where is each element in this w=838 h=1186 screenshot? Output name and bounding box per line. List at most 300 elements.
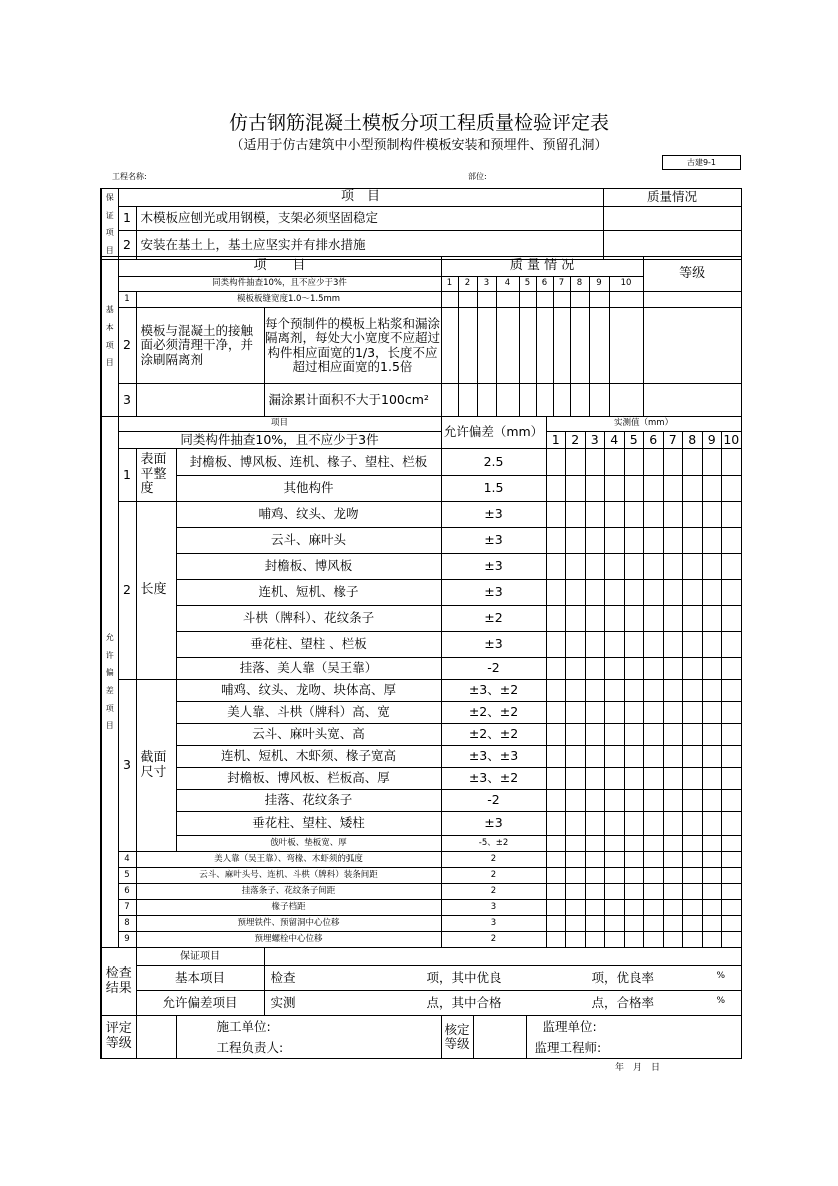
measured-cell[interactable] (546, 900, 566, 916)
measured-cell[interactable] (644, 746, 664, 768)
measured-cell[interactable] (605, 916, 625, 932)
measured-cell[interactable] (585, 768, 605, 790)
measured-cell[interactable] (702, 658, 722, 680)
measured-cell[interactable] (605, 606, 625, 632)
measured-cell[interactable] (663, 768, 683, 790)
measured-cell[interactable] (566, 702, 586, 724)
measured-cell[interactable] (605, 724, 625, 746)
measured-cell[interactable] (546, 702, 566, 724)
check-cell[interactable] (553, 384, 570, 417)
measured-cell[interactable] (546, 724, 566, 746)
measured-cell[interactable] (683, 836, 703, 852)
basic-result[interactable] (264, 966, 741, 991)
measured-cell[interactable] (722, 836, 742, 852)
measured-cell[interactable] (605, 680, 625, 702)
measured-cell[interactable] (546, 680, 566, 702)
grade-cell[interactable] (643, 292, 741, 308)
measured-cell[interactable] (683, 580, 703, 606)
measured-cell[interactable] (663, 724, 683, 746)
measured-cell[interactable] (702, 868, 722, 884)
measured-cell[interactable] (644, 884, 664, 900)
measured-cell[interactable] (663, 884, 683, 900)
measured-cell[interactable] (566, 900, 586, 916)
item-text: 连机、短机、椽子 (176, 580, 441, 606)
check-cell[interactable] (496, 384, 519, 417)
measured-cell[interactable] (722, 632, 742, 658)
measured-cell[interactable] (722, 900, 742, 916)
measured-cell[interactable] (566, 554, 586, 580)
measured-cell[interactable] (644, 900, 664, 916)
basic-section (100, 256, 742, 417)
measured-cell[interactable] (722, 606, 742, 632)
item-text: 挂落条子、花纹条子间距 (136, 884, 441, 900)
measured-cell[interactable] (546, 768, 566, 790)
check-cell[interactable] (589, 308, 609, 384)
measured-cell[interactable] (702, 632, 722, 658)
measured-cell[interactable] (722, 449, 742, 476)
measured-cell[interactable] (605, 449, 625, 476)
measured-cell[interactable] (683, 632, 703, 658)
check-cell[interactable] (609, 384, 643, 417)
measured-cell[interactable] (722, 580, 742, 606)
measured-cell[interactable] (546, 476, 566, 502)
measured-cell[interactable] (605, 900, 625, 916)
measured-cell[interactable] (663, 580, 683, 606)
measured-cell[interactable] (605, 852, 625, 868)
grade-cell[interactable] (643, 308, 741, 384)
measured-cell[interactable] (722, 476, 742, 502)
check-cell[interactable] (441, 308, 458, 384)
measured-cell[interactable] (663, 746, 683, 768)
row-num: 1 (118, 449, 136, 502)
measured-cell[interactable] (683, 702, 703, 724)
measured-cell[interactable] (702, 768, 722, 790)
table-row (101, 632, 741, 658)
measured-cell[interactable] (663, 932, 683, 948)
measured-cell[interactable] (702, 554, 722, 580)
measured-cell[interactable] (644, 812, 664, 836)
measured-cell[interactable] (585, 746, 605, 768)
measured-cell[interactable] (644, 836, 664, 852)
measured-cell[interactable] (683, 528, 703, 554)
measured-cell[interactable] (566, 884, 586, 900)
guarantee-side-label: 保证项目 (101, 189, 118, 260)
row-num: 7 (118, 900, 136, 916)
table-row (101, 724, 741, 746)
sampling-rule: 同类构件抽查10%，且不应少于3件 (118, 432, 441, 449)
tolerance-value: ±2、±2 (441, 702, 546, 724)
measured-cell[interactable] (624, 812, 644, 836)
measured-cell[interactable] (624, 502, 644, 528)
measured-cell[interactable] (605, 476, 625, 502)
check-cell[interactable] (477, 308, 496, 384)
table-row (101, 449, 741, 476)
measured-cell[interactable] (683, 868, 703, 884)
measured-cell[interactable] (683, 476, 703, 502)
measured-cell[interactable] (722, 790, 742, 812)
measured-cell[interactable] (624, 790, 644, 812)
check-cell[interactable] (519, 308, 536, 384)
check-cell[interactable] (458, 384, 477, 417)
grade-cell[interactable] (136, 1016, 176, 1059)
check-cell[interactable] (589, 292, 609, 308)
measured-cell[interactable] (624, 658, 644, 680)
measured-cell[interactable] (722, 724, 742, 746)
measured-cell[interactable] (605, 884, 625, 900)
measured-cell[interactable] (663, 790, 683, 812)
measured-cell[interactable] (663, 836, 683, 852)
measured-cell[interactable] (702, 476, 722, 502)
measured-cell[interactable] (585, 932, 605, 948)
measured-cell[interactable] (644, 932, 664, 948)
measured-cell[interactable] (585, 916, 605, 932)
check-cell[interactable] (553, 292, 570, 308)
measured-cell[interactable] (546, 658, 566, 680)
measured-cell[interactable] (624, 632, 644, 658)
measured-cell[interactable] (585, 852, 605, 868)
evaluation-label: 评定等级 (101, 1016, 136, 1059)
measured-cell[interactable] (546, 916, 566, 932)
measured-cell[interactable] (722, 680, 742, 702)
measured-cell[interactable] (644, 476, 664, 502)
measured-cell[interactable] (644, 724, 664, 746)
measured-cell[interactable] (722, 884, 742, 900)
measured-cell[interactable] (566, 449, 586, 476)
measured-cell[interactable] (644, 606, 664, 632)
measured-cell[interactable] (605, 868, 625, 884)
measured-cell[interactable] (624, 702, 644, 724)
measured-cell[interactable] (605, 632, 625, 658)
header-quality: 质量情况 (603, 189, 741, 207)
measured-cell[interactable] (663, 916, 683, 932)
measured-cell[interactable] (624, 868, 644, 884)
measured-cell[interactable] (722, 554, 742, 580)
measured-cell[interactable] (663, 606, 683, 632)
measured-cell[interactable] (566, 916, 586, 932)
measured-cell[interactable] (585, 449, 605, 476)
measured-cell[interactable] (702, 884, 722, 900)
measured-cell[interactable] (566, 606, 586, 632)
measured-cell[interactable] (546, 632, 566, 658)
measured-cell[interactable] (566, 932, 586, 948)
measured-cell[interactable] (683, 746, 703, 768)
quality-cell[interactable] (603, 206, 741, 230)
measured-cell[interactable] (644, 502, 664, 528)
measured-cell[interactable] (624, 768, 644, 790)
measured-cell[interactable] (585, 836, 605, 852)
measured-cell[interactable] (644, 528, 664, 554)
measured-cell[interactable] (702, 916, 722, 932)
measured-cell[interactable] (702, 932, 722, 948)
measured-cell[interactable] (663, 658, 683, 680)
measured-cell[interactable] (605, 554, 625, 580)
measured-cell[interactable] (683, 932, 703, 948)
measured-cell[interactable] (585, 606, 605, 632)
measured-cell[interactable] (546, 868, 566, 884)
measured-cell[interactable] (663, 868, 683, 884)
basic-item-standard: 漏涂累计面积不大于100cm² (264, 384, 441, 417)
measured-cell[interactable] (722, 502, 742, 528)
measured-cell[interactable] (644, 449, 664, 476)
form-code: 古建9-1 (662, 155, 741, 170)
measured-cell[interactable] (683, 916, 703, 932)
measured-cell[interactable] (566, 768, 586, 790)
measured-cell[interactable] (605, 658, 625, 680)
measured-cell[interactable] (546, 836, 566, 852)
measured-cell[interactable] (644, 680, 664, 702)
measured-cell[interactable] (585, 812, 605, 836)
check-cell[interactable] (536, 308, 553, 384)
measured-cell[interactable] (663, 502, 683, 528)
measured-cell[interactable] (624, 554, 644, 580)
measured-cell[interactable] (546, 554, 566, 580)
measured-cell[interactable] (683, 724, 703, 746)
measured-cell[interactable] (644, 554, 664, 580)
measured-cell[interactable] (624, 916, 644, 932)
measured-cell[interactable] (566, 852, 586, 868)
measured-cell[interactable] (585, 554, 605, 580)
measured-cell[interactable] (683, 554, 703, 580)
measured-cell[interactable] (644, 916, 664, 932)
check-cell[interactable] (496, 308, 519, 384)
measured-cell[interactable] (585, 632, 605, 658)
measured-cell[interactable] (683, 658, 703, 680)
measured-cell[interactable] (546, 746, 566, 768)
measured-cell[interactable] (702, 606, 722, 632)
measured-cell[interactable] (644, 702, 664, 724)
measured-cell[interactable] (546, 502, 566, 528)
measured-cell[interactable] (722, 702, 742, 724)
tol-result[interactable] (264, 991, 741, 1016)
measured-cell[interactable] (722, 658, 742, 680)
check-cell[interactable] (519, 384, 536, 417)
measured-cell[interactable] (702, 900, 722, 916)
text: 项，其中优良 (426, 970, 502, 985)
col-number: 4 (605, 432, 625, 449)
measured-cell[interactable] (546, 790, 566, 812)
guarantee-result[interactable] (264, 948, 741, 966)
measured-cell[interactable] (663, 554, 683, 580)
measured-cell[interactable] (722, 852, 742, 868)
measured-cell[interactable] (605, 528, 625, 554)
measured-cell[interactable] (566, 580, 586, 606)
measured-cell[interactable] (585, 702, 605, 724)
measured-cell[interactable] (624, 836, 644, 852)
measured-cell[interactable] (683, 449, 703, 476)
measured-cell[interactable] (546, 812, 566, 836)
measured-cell[interactable] (624, 746, 644, 768)
measured-cell[interactable] (702, 680, 722, 702)
measured-cell[interactable] (683, 790, 703, 812)
measured-cell[interactable] (605, 932, 625, 948)
measured-cell[interactable] (644, 790, 664, 812)
measured-cell[interactable] (624, 884, 644, 900)
measured-cell[interactable] (644, 658, 664, 680)
check-cell[interactable] (441, 292, 458, 308)
measured-cell[interactable] (566, 836, 586, 852)
check-cell[interactable] (589, 384, 609, 417)
measured-cell[interactable] (722, 812, 742, 836)
measured-cell[interactable] (546, 932, 566, 948)
measured-cell[interactable] (663, 476, 683, 502)
measured-cell[interactable] (702, 702, 722, 724)
measured-cell[interactable] (663, 680, 683, 702)
measured-cell[interactable] (683, 900, 703, 916)
measured-cell[interactable] (722, 868, 742, 884)
check-cell[interactable] (441, 384, 458, 417)
check-cell[interactable] (609, 308, 643, 384)
measured-cell[interactable] (585, 680, 605, 702)
measured-cell[interactable] (546, 606, 566, 632)
measured-cell[interactable] (566, 658, 586, 680)
measured-cell[interactable] (683, 606, 703, 632)
measured-cell[interactable] (605, 580, 625, 606)
measured-cell[interactable] (605, 702, 625, 724)
verify-cell[interactable] (473, 1016, 526, 1059)
measured-cell[interactable] (702, 746, 722, 768)
col-number: 2 (566, 432, 586, 449)
measured-cell[interactable] (722, 528, 742, 554)
measured-cell[interactable] (702, 528, 722, 554)
measured-cell[interactable] (585, 868, 605, 884)
item-text: 垂花柱、望柱 、栏板 (176, 632, 441, 658)
measured-cell[interactable] (644, 768, 664, 790)
measured-cell[interactable] (546, 852, 566, 868)
measured-cell[interactable] (605, 768, 625, 790)
check-cell[interactable] (458, 292, 477, 308)
row-num: 4 (118, 852, 136, 868)
measured-cell[interactable] (722, 916, 742, 932)
measured-cell[interactable] (585, 790, 605, 812)
tolerance-section (100, 416, 742, 948)
check-cell[interactable] (477, 384, 496, 417)
check-cell[interactable] (496, 292, 519, 308)
measured-cell[interactable] (546, 580, 566, 606)
measured-cell[interactable] (644, 580, 664, 606)
measured-cell[interactable] (624, 449, 644, 476)
measured-cell[interactable] (644, 632, 664, 658)
check-cell[interactable] (553, 308, 570, 384)
check-cell[interactable] (570, 292, 589, 308)
measured-cell[interactable] (702, 790, 722, 812)
measured-cell[interactable] (624, 724, 644, 746)
measured-cell[interactable] (722, 746, 742, 768)
check-cell[interactable] (536, 292, 553, 308)
measured-cell[interactable] (605, 812, 625, 836)
measured-cell[interactable] (566, 476, 586, 502)
measured-cell[interactable] (702, 836, 722, 852)
measured-cell[interactable] (566, 528, 586, 554)
item-text: 封檐板、博风板、连机、椽子、望柱、栏板 (176, 449, 441, 476)
measured-cell[interactable] (683, 680, 703, 702)
measured-cell[interactable] (605, 502, 625, 528)
check-cell[interactable] (609, 292, 643, 308)
tolerance-value: 2 (441, 884, 546, 900)
item-text: 封檐板、博风板、栏板高、厚 (176, 768, 441, 790)
measured-cell[interactable] (663, 528, 683, 554)
measured-cell[interactable] (624, 528, 644, 554)
measured-cell[interactable] (605, 836, 625, 852)
measured-cell[interactable] (605, 790, 625, 812)
measured-cell[interactable] (585, 658, 605, 680)
measured-cell[interactable] (585, 884, 605, 900)
table-row (101, 900, 741, 916)
measured-cell[interactable] (663, 852, 683, 868)
check-cell[interactable] (570, 384, 589, 417)
measured-cell[interactable] (702, 580, 722, 606)
measured-cell[interactable] (566, 868, 586, 884)
measured-cell[interactable] (566, 746, 586, 768)
measured-cell[interactable] (702, 812, 722, 836)
tolerance-value: 2.5 (441, 449, 546, 476)
measured-cell[interactable] (663, 812, 683, 836)
measured-cell[interactable] (702, 852, 722, 868)
check-cell[interactable] (477, 292, 496, 308)
measured-cell[interactable] (585, 528, 605, 554)
check-cell[interactable] (519, 292, 536, 308)
measured-cell[interactable] (722, 768, 742, 790)
measured-cell[interactable] (663, 449, 683, 476)
measured-cell[interactable] (722, 932, 742, 948)
measured-cell[interactable] (663, 900, 683, 916)
measured-cell[interactable] (624, 680, 644, 702)
measured-cell[interactable] (566, 680, 586, 702)
text: % (716, 996, 726, 1006)
measured-cell[interactable] (624, 852, 644, 868)
measured-cell[interactable] (585, 502, 605, 528)
measured-cell[interactable] (585, 900, 605, 916)
measured-cell[interactable] (644, 852, 664, 868)
col-number: 9 (589, 277, 609, 292)
measured-cell[interactable] (624, 900, 644, 916)
measured-cell[interactable] (702, 724, 722, 746)
measured-cell[interactable] (566, 790, 586, 812)
check-cell[interactable] (570, 308, 589, 384)
measured-cell[interactable] (546, 884, 566, 900)
col-number: 3 (477, 277, 496, 292)
measured-cell[interactable] (546, 449, 566, 476)
measured-cell[interactable] (585, 724, 605, 746)
measured-cell[interactable] (683, 768, 703, 790)
measured-cell[interactable] (566, 724, 586, 746)
measured-cell[interactable] (566, 812, 586, 836)
measured-cell[interactable] (566, 632, 586, 658)
measured-cell[interactable] (624, 580, 644, 606)
measured-cell[interactable] (605, 746, 625, 768)
measured-cell[interactable] (624, 932, 644, 948)
check-cell[interactable] (458, 308, 477, 384)
measured-cell[interactable] (663, 632, 683, 658)
measured-cell[interactable] (644, 868, 664, 884)
measured-cell[interactable] (546, 528, 566, 554)
check-cell[interactable] (536, 384, 553, 417)
grade-cell[interactable] (643, 384, 741, 417)
text: 实测 (270, 995, 296, 1010)
measured-cell[interactable] (702, 502, 722, 528)
measured-cell[interactable] (624, 476, 644, 502)
measured-cell[interactable] (683, 852, 703, 868)
measured-cell[interactable] (566, 502, 586, 528)
measured-cell[interactable] (624, 606, 644, 632)
measured-cell[interactable] (585, 476, 605, 502)
measured-cell[interactable] (683, 812, 703, 836)
tolerance-value: ±3 (441, 554, 546, 580)
measured-cell[interactable] (702, 449, 722, 476)
measured-cell[interactable] (683, 502, 703, 528)
measured-cell[interactable] (663, 702, 683, 724)
measured-cell[interactable] (585, 580, 605, 606)
measured-cell[interactable] (683, 884, 703, 900)
